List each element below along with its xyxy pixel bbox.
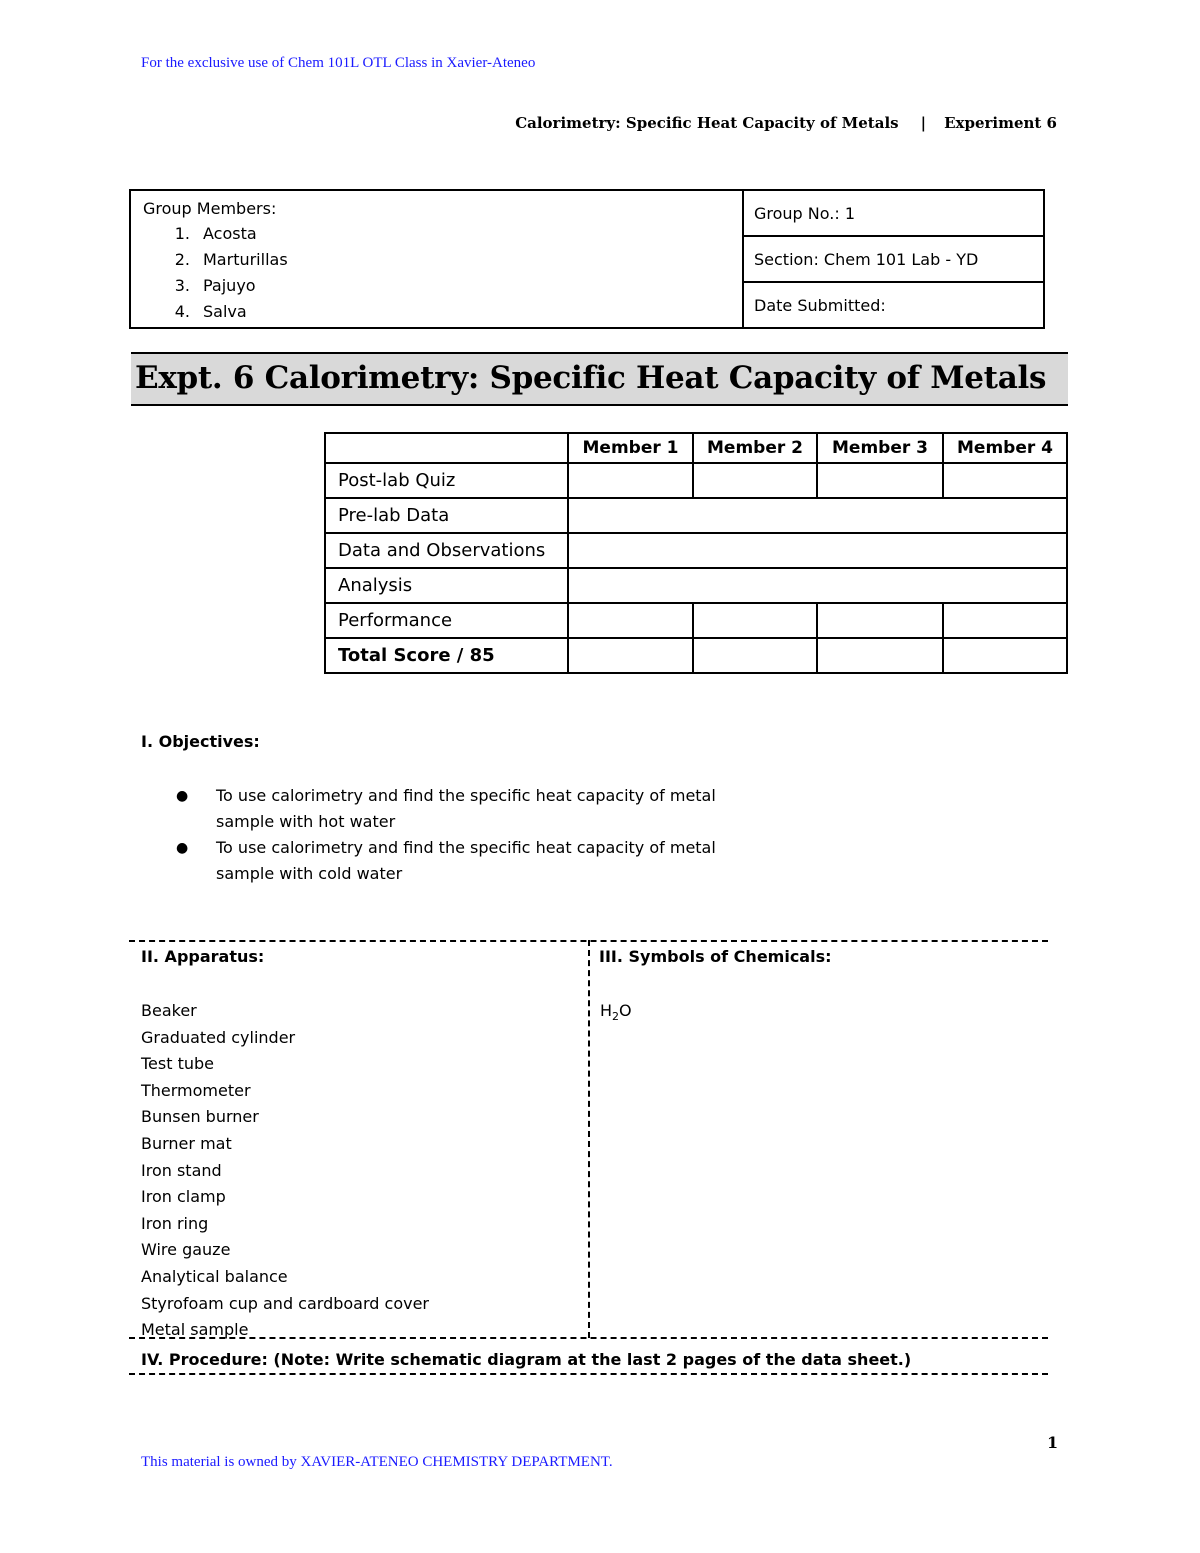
date-submitted: Date Submitted: xyxy=(754,295,886,315)
group-member xyxy=(143,299,742,325)
bullet-icon: ● xyxy=(176,840,189,856)
group-member xyxy=(143,221,742,247)
row-post-lab-quiz xyxy=(325,463,1067,498)
apparatus-list xyxy=(141,998,429,1344)
score-cell[interactable] xyxy=(943,463,1067,498)
apparatus-item: Wire gauze xyxy=(141,1240,231,1260)
member-name: Acosta xyxy=(203,224,257,243)
group-members-cell xyxy=(131,191,744,327)
apparatus-item: Analytical balance xyxy=(141,1266,288,1286)
bullet-icon: ● xyxy=(176,788,189,804)
group-number: Group No.: 1 xyxy=(744,191,1043,237)
header-note: For the exclusive use of Chem 101L OTL Class in Xavier-Ateneo xyxy=(141,55,536,71)
score-cell[interactable] xyxy=(693,603,817,638)
score-cell[interactable] xyxy=(693,463,817,498)
group-members-list xyxy=(143,221,742,325)
formula-subscript: 2 xyxy=(612,1010,620,1024)
objective-text: To use calorimetry and find the specific heat capacity of metal sample with hot water xyxy=(216,786,716,831)
objective-item xyxy=(172,835,732,887)
page-number: 1 xyxy=(1047,1433,1059,1452)
column-member-1: Member 1 xyxy=(568,433,693,463)
procedure-heading: IV. Procedure: (Note: Write schematic diagram at the last 2 pages of the data sheet.) xyxy=(141,1350,912,1369)
score-header-row xyxy=(325,433,1067,463)
running-header-title: Calorimetry: Specific Heat Capacity of Metals xyxy=(515,114,899,132)
apparatus-heading: II. Apparatus: xyxy=(141,947,265,966)
title-band xyxy=(131,352,1068,406)
group-member xyxy=(143,273,742,299)
formula-base: H xyxy=(600,1001,613,1020)
objective-text: To use calorimetry and find the specific heat capacity of metal sample with cold water xyxy=(216,838,716,883)
apparatus-item: Styrofoam cup and cardboard cover xyxy=(141,1293,429,1313)
row-total-score xyxy=(325,638,1067,673)
row-performance xyxy=(325,603,1067,638)
member-name: Pajuyo xyxy=(203,276,256,295)
apparatus-item: Iron ring xyxy=(141,1213,209,1233)
group-details-cell xyxy=(744,191,1043,327)
score-cell[interactable] xyxy=(693,638,817,673)
row-analysis xyxy=(325,568,1067,603)
apparatus-item: Iron clamp xyxy=(141,1187,226,1207)
score-table xyxy=(324,432,1068,674)
apparatus-item: Burner mat xyxy=(141,1133,232,1153)
column-member-4: Member 4 xyxy=(943,433,1067,463)
score-header-blank xyxy=(325,433,568,463)
running-header xyxy=(515,114,1057,132)
objectives-list xyxy=(172,783,732,887)
chemicals-heading: III. Symbols of Chemicals: xyxy=(599,947,832,966)
footer-note: This material is owned by XAVIER-ATENEO CHEMISTRY DEPARTMENT. xyxy=(141,1454,613,1470)
row-pre-lab-data xyxy=(325,498,1067,533)
row-label: Pre-lab Data xyxy=(325,498,568,533)
apparatus-item: Thermometer xyxy=(141,1080,251,1100)
score-cell[interactable] xyxy=(568,533,1067,568)
row-label: Post-lab Quiz xyxy=(325,463,568,498)
score-cell[interactable] xyxy=(568,603,693,638)
section: Section: Chem 101 Lab - YD xyxy=(744,237,1043,283)
score-cell[interactable] xyxy=(817,638,943,673)
group-members-label: Group Members: xyxy=(143,199,277,218)
objectives-heading: I. Objectives: xyxy=(141,732,260,751)
member-name: Marturillas xyxy=(203,250,288,269)
row-data-observations xyxy=(325,533,1067,568)
page-title: Expt. 6 Calorimetry: Specific Heat Capacity of Metals xyxy=(135,360,1047,396)
member-number: 1. xyxy=(174,224,190,243)
running-header-separator: | xyxy=(920,114,927,132)
score-cell[interactable] xyxy=(943,638,1067,673)
chemical-formula xyxy=(600,1001,632,1023)
apparatus-item: Graduated cylinder xyxy=(141,1027,296,1047)
row-label: Performance xyxy=(325,603,568,638)
score-cell[interactable] xyxy=(568,638,693,673)
row-label: Data and Observations xyxy=(325,533,568,568)
score-cell[interactable] xyxy=(568,568,1067,603)
group-info-box xyxy=(129,189,1045,329)
member-number: 4. xyxy=(174,302,190,321)
section-divider-vertical xyxy=(588,940,590,1338)
score-cell[interactable] xyxy=(568,498,1067,533)
section-divider-bottom xyxy=(129,1373,1048,1375)
group-member xyxy=(143,247,742,273)
apparatus-item: Metal sample xyxy=(141,1320,249,1340)
row-label: Analysis xyxy=(325,568,568,603)
apparatus-item: Iron stand xyxy=(141,1160,222,1180)
row-label: Total Score / 85 xyxy=(325,638,568,673)
score-cell[interactable] xyxy=(817,463,943,498)
member-number: 2. xyxy=(174,250,190,269)
column-member-3: Member 3 xyxy=(817,433,943,463)
member-number: 3. xyxy=(174,276,190,295)
score-cell[interactable] xyxy=(568,463,693,498)
apparatus-item: Beaker xyxy=(141,1001,197,1020)
score-cell[interactable] xyxy=(943,603,1067,638)
running-header-experiment: Experiment 6 xyxy=(944,114,1057,132)
score-cell[interactable] xyxy=(817,603,943,638)
apparatus-item: Test tube xyxy=(141,1054,215,1074)
apparatus-item: Bunsen burner xyxy=(141,1107,259,1127)
column-member-2: Member 2 xyxy=(693,433,817,463)
formula-tail: O xyxy=(619,1001,632,1020)
member-name: Salva xyxy=(203,302,247,321)
objective-item xyxy=(172,783,732,835)
